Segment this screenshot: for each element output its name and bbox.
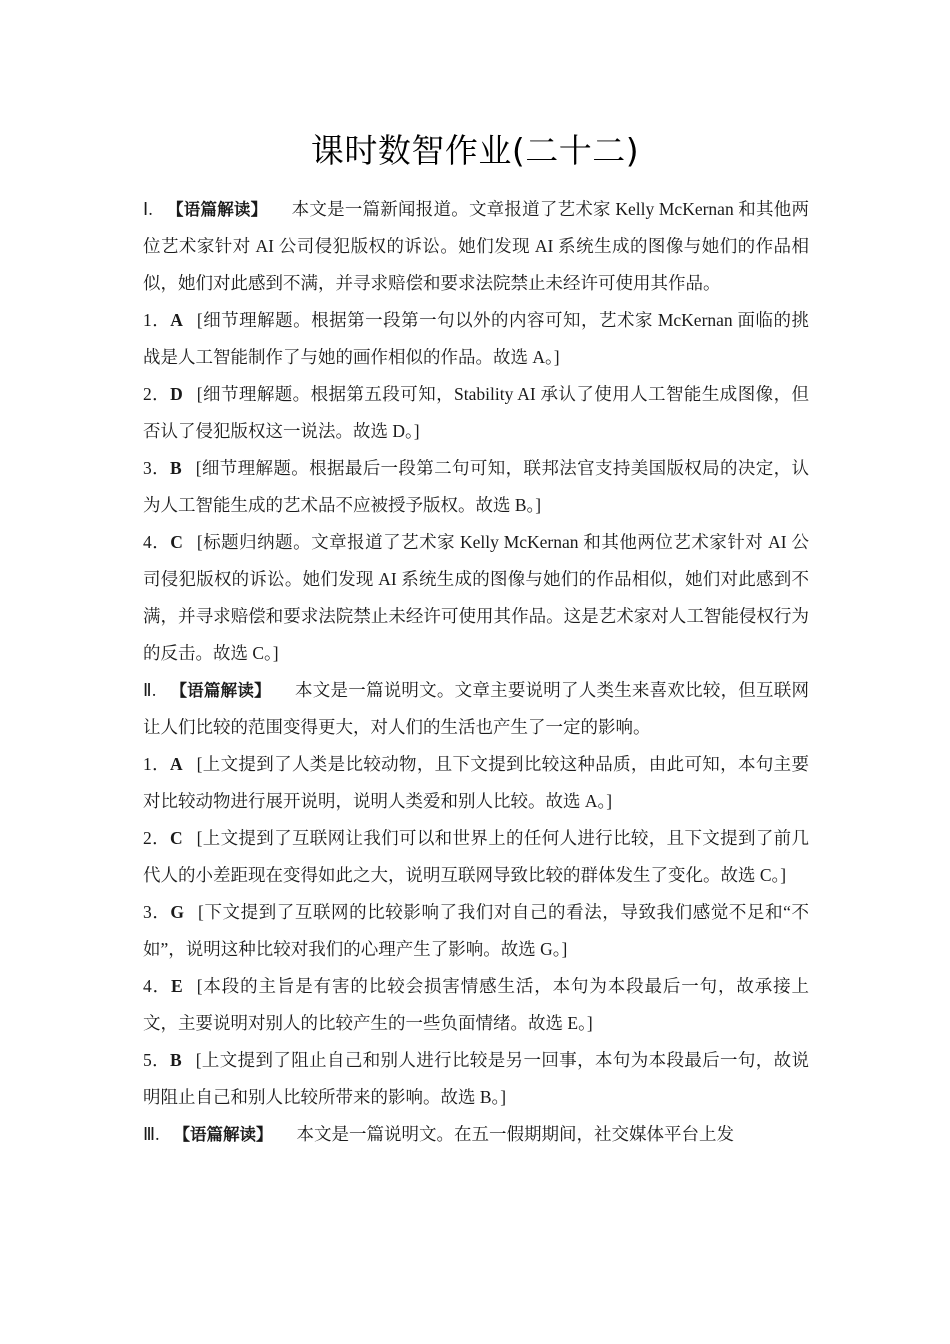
item-explanation: [细节理解题。根据第一段第一句以外的内容可知，艺术家 McKernan 面临的挑战是人工智能制作了与她的画作相似的作品。故选 A。] [143, 310, 809, 367]
section-3-summary: 本文是一篇说明文。在五一假期期间，社交媒体平台上发 [296, 1124, 734, 1144]
item-number: 1． [143, 310, 171, 330]
section-1-item-4 [143, 524, 809, 672]
section-2-item-2 [143, 820, 809, 894]
item-explanation: [上文提到了人类是比较动物，且下文提到比较这种品质，由此可知，本句主要对比较动物进行展开说明，说明人类爱和别人比较。故选 A。] [143, 754, 810, 811]
item-number: 4． [143, 976, 172, 996]
item-number: 3． [143, 902, 171, 922]
item-answer: B [170, 458, 182, 478]
section-3-heading: 【语篇解读】 [173, 1125, 273, 1144]
item-number: 5． [143, 1050, 170, 1070]
item-explanation: [下文提到了互联网的比较影响了我们对自己的看法，导致我们感觉不足和“不如”，说明这种比较对我们的心理产生了影响。故选 G。] [143, 902, 810, 959]
item-explanation: [上文提到了阻止自己和别人进行比较是另一回事，本句为本段最后一句，故说明阻止自己和别人比较所带来的影响。故选 B。] [143, 1050, 810, 1107]
item-explanation: [标题归纳题。文章报道了艺术家 Kelly McKernan 和其他两位艺术家针对 AI 公司侵犯版权的诉讼。她们发现 AI 系统生成的图像与她们的作品相似，她们对此感到不满，并寻求赔偿和要求法院禁止未经许可使用其作品。这是艺术家对人工智能侵权行为的反击。故选 C。] [143, 532, 809, 663]
item-answer: E [171, 976, 183, 996]
item-answer: A [170, 310, 183, 330]
item-number: 2． [143, 828, 170, 848]
section-2-item-1 [143, 746, 809, 820]
item-explanation: [本段的主旨是有害的比较会损害情感生活，本句为本段最后一句，故承接上文，主要说明对别人的比较产生的一些负面情绪。故选 E。] [143, 976, 810, 1033]
section-1-item-1 [143, 302, 809, 376]
item-number: 1． [143, 754, 170, 774]
section-3-intro [143, 1116, 809, 1153]
section-1-heading: 【语篇解读】 [166, 200, 268, 219]
section-2-intro [143, 672, 809, 746]
section-2-roman: Ⅱ. [143, 680, 157, 700]
item-number: 2． [143, 384, 171, 404]
answer-content [143, 191, 809, 1153]
section-1-roman: Ⅰ. [143, 199, 153, 219]
page-title: 课时数智作业(二十二) [310, 131, 640, 170]
section-2-summary: 本文是一篇说明文。文章主要说明了人类生来喜欢比较，但互联网让人们比较的范围变得更大，对人们的生活也产生了一定的影响。 [143, 680, 809, 737]
section-1-summary: 本文是一篇新闻报道。文章报道了艺术家 Kelly McKernan 和其他两位艺术家针对 AI 公司侵犯版权的诉讼。她们发现 AI 系统生成的图像与她们的作品相似，她们对此感到不满，并寻求赔偿和要求法院禁止未经许可使用其作品。 [143, 199, 810, 293]
item-answer: G [170, 902, 185, 922]
item-explanation: [上文提到了互联网让我们可以和世界上的任何人进行比较，且下文提到了前几代人的小差距现在变得如此之大，说明互联网导致比较的群体发生了变化。故选 C。] [143, 828, 810, 885]
item-answer: A [169, 754, 183, 774]
item-answer: D [170, 384, 183, 404]
section-2-item-3 [143, 894, 809, 968]
section-1-item-3 [143, 450, 809, 524]
item-number: 3． [143, 458, 170, 478]
item-number: 4． [143, 532, 171, 552]
item-explanation: [细节理解题。根据最后一段第二句可知，联邦法官支持美国版权局的决定，认为人工智能生成的艺术品不应被授予版权。故选 B。] [143, 458, 810, 515]
item-explanation: [细节理解题。根据第五段可知，Stability AI 承认了使用人工智能生成图像，但否认了侵犯版权这一说法。故选 D。] [143, 384, 810, 441]
section-2-item-4 [143, 968, 809, 1042]
section-2-heading: 【语篇解读】 [170, 681, 271, 700]
section-1-intro [143, 191, 809, 302]
section-3-roman: Ⅲ. [143, 1124, 160, 1144]
section-1-item-2 [143, 376, 809, 450]
section-2-item-5 [143, 1042, 809, 1116]
item-answer: C [169, 828, 183, 848]
item-answer: C [170, 532, 183, 552]
item-answer: B [170, 1050, 182, 1070]
